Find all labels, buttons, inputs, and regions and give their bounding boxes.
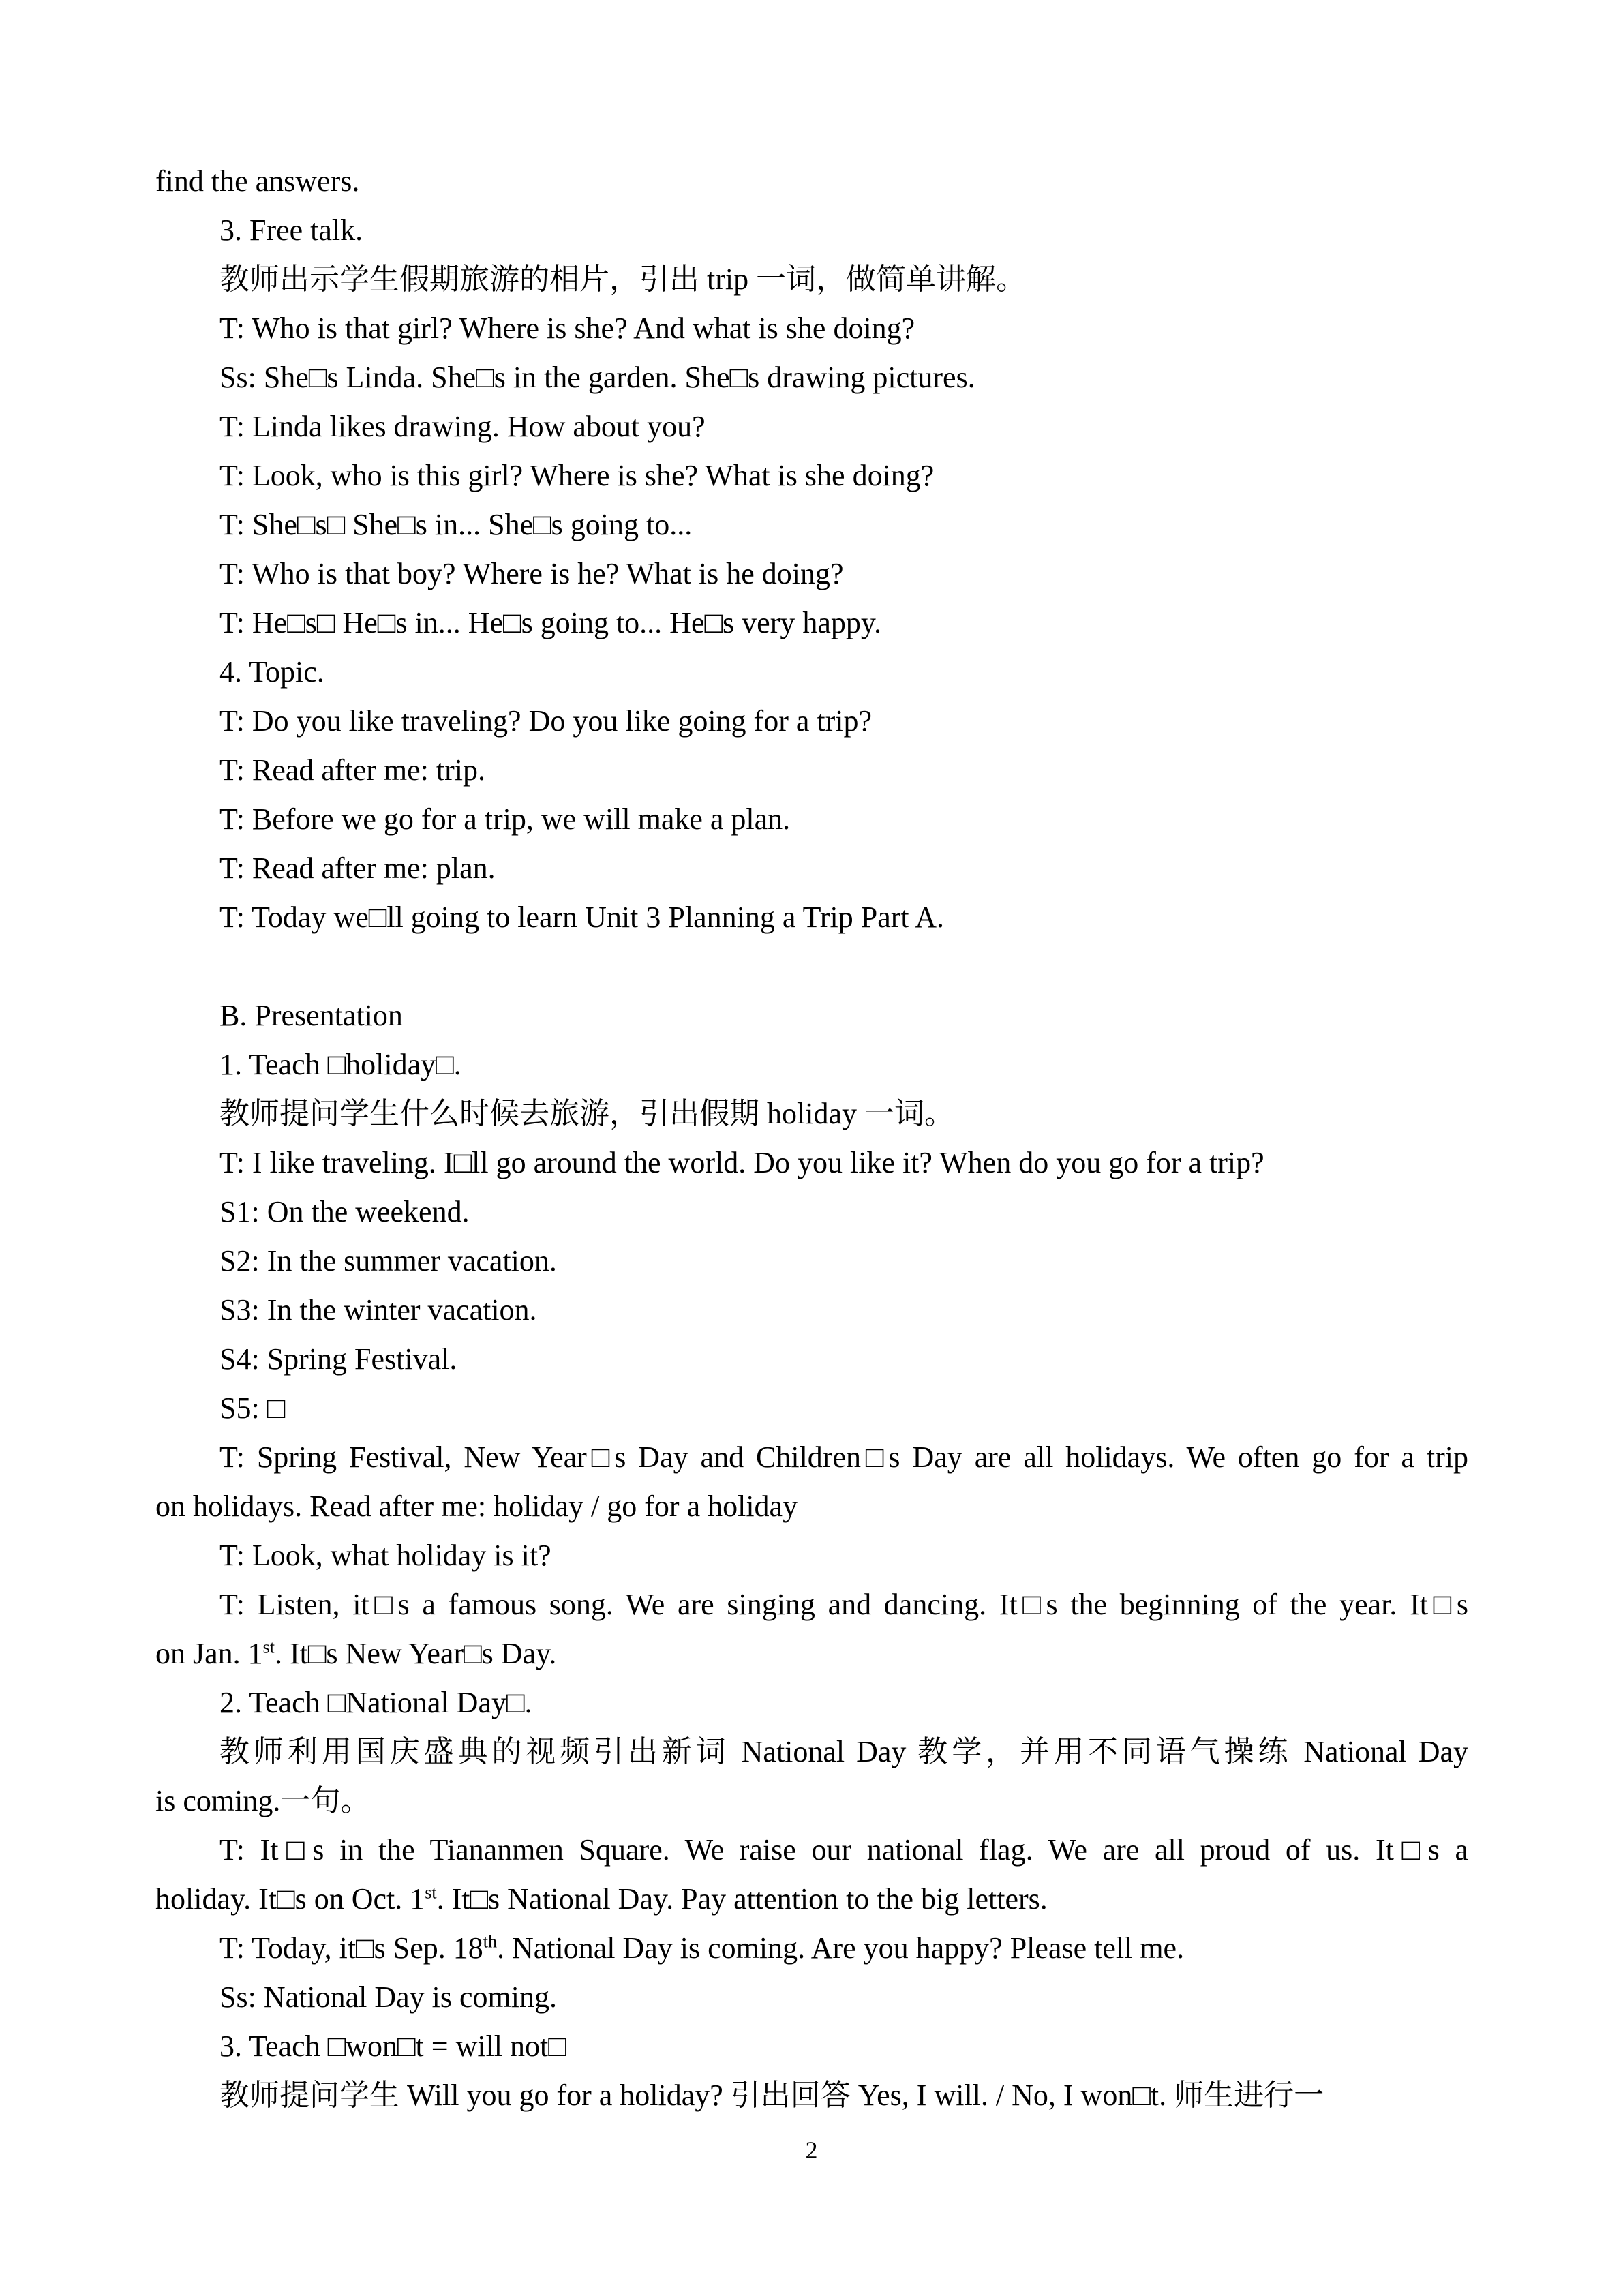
text-line: on holidays. Read after me: holiday / go for a holiday <box>155 1490 798 1523</box>
text-line <box>155 1629 1468 1678</box>
text-line: 教师提问学生 Will you go for a holiday? 引出回答 Yes, I will. / No, I won□t. 师生进行一 <box>219 2079 1324 2112</box>
text-line: T: She□s□ She□s in... She□s going to... <box>219 508 693 541</box>
text-run: . National Day is coming. Are you happy? Please tell me. <box>496 1931 1185 1965</box>
text-line: T: It□s in the Tiananmen Square. We raise our national flag. We are all proud of us. It□s a <box>219 1833 1468 1867</box>
text-line: S4: Spring Festival. <box>219 1342 457 1376</box>
text-line: is coming.一句。 <box>155 1784 371 1817</box>
text-run: on Jan. 1 <box>155 1637 263 1670</box>
text-line: T: Before we go for a trip, we will make a plan. <box>219 802 791 836</box>
page-number: 2 <box>805 2136 818 2164</box>
text-run: . It□s National Day. Pay attention to the big letters. <box>436 1882 1048 1916</box>
text-line: T: Who is that girl? Where is she? And what is she doing? <box>219 312 915 345</box>
text-line: T: Who is that boy? Where is he? What is he doing? <box>219 557 844 590</box>
text-line: T: Listen, it□s a famous song. We are singing and dancing. It□s the beginning of the year. It□s <box>219 1588 1468 1621</box>
text-line: T: Read after me: trip. <box>219 753 485 787</box>
text-line: T: I like traveling. I□ll go around the world. Do you like it? When do you go for a trip? <box>219 1146 1264 1179</box>
text-line: 教师利用国庆盛典的视频引出新词 National Day 教学，并用不同语气操练 National Day <box>219 1735 1468 1768</box>
text-line: T: Spring Festival, New Year□s Day and Children□s Day are all holidays. We often go for a trip <box>219 1440 1468 1474</box>
text-line: T: Today we□ll going to learn Unit 3 Planning a Trip Part A. <box>219 901 945 934</box>
text-line: Ss: National Day is coming. <box>219 1980 557 2014</box>
text-line <box>219 1924 1468 1973</box>
ordinal-suffix: st <box>425 1882 437 1903</box>
text-line: S5: □ <box>219 1391 286 1425</box>
ordinal-suffix: th <box>483 1931 497 1952</box>
text-line: T: Do you like traveling? Do you like going for a trip? <box>219 704 873 738</box>
text-line: T: He□s□ He□s in... He□s going to... He□s very happy. <box>219 606 882 639</box>
text-line: Ss: She□s Linda. She□s in the garden. She□s drawing pictures. <box>219 361 975 394</box>
text-line: 2. Teach □National Day□. <box>219 1686 532 1719</box>
text-line: 1. Teach □holiday□. <box>219 1048 461 1081</box>
text-line: S1: On the weekend. <box>219 1195 470 1228</box>
text-run: holiday. It□s on Oct. 1 <box>155 1882 425 1916</box>
text-line: 3. Free talk. <box>219 213 363 247</box>
text-line: T: Read after me: plan. <box>219 851 496 885</box>
text-line: T: Linda likes drawing. How about you? <box>219 410 706 443</box>
text-line: 3. Teach □won□t = will not□ <box>219 2029 566 2063</box>
section-heading: B. Presentation <box>219 999 403 1032</box>
text-line <box>155 1875 1468 1924</box>
text-line: T: Look, what holiday is it? <box>219 1539 551 1572</box>
text-line: 教师出示学生假期旅游的相片，引出 trip 一词，做简单讲解。 <box>219 262 1027 296</box>
text-line: 4. Topic. <box>219 655 324 689</box>
text-line: S3: In the winter vacation. <box>219 1293 537 1327</box>
text-line: S2: In the summer vacation. <box>219 1244 557 1278</box>
text-line: find the answers. <box>155 164 360 198</box>
text-run: . It□s New Year□s Day. <box>275 1637 557 1670</box>
text-line: T: Look, who is this girl? Where is she? What is she doing? <box>219 459 935 492</box>
text-line: 教师提问学生什么时候去旅游，引出假期 holiday 一词。 <box>219 1097 954 1130</box>
ordinal-suffix: st <box>262 1637 275 1657</box>
text-run: T: Today, it□s Sep. 18 <box>219 1931 483 1965</box>
